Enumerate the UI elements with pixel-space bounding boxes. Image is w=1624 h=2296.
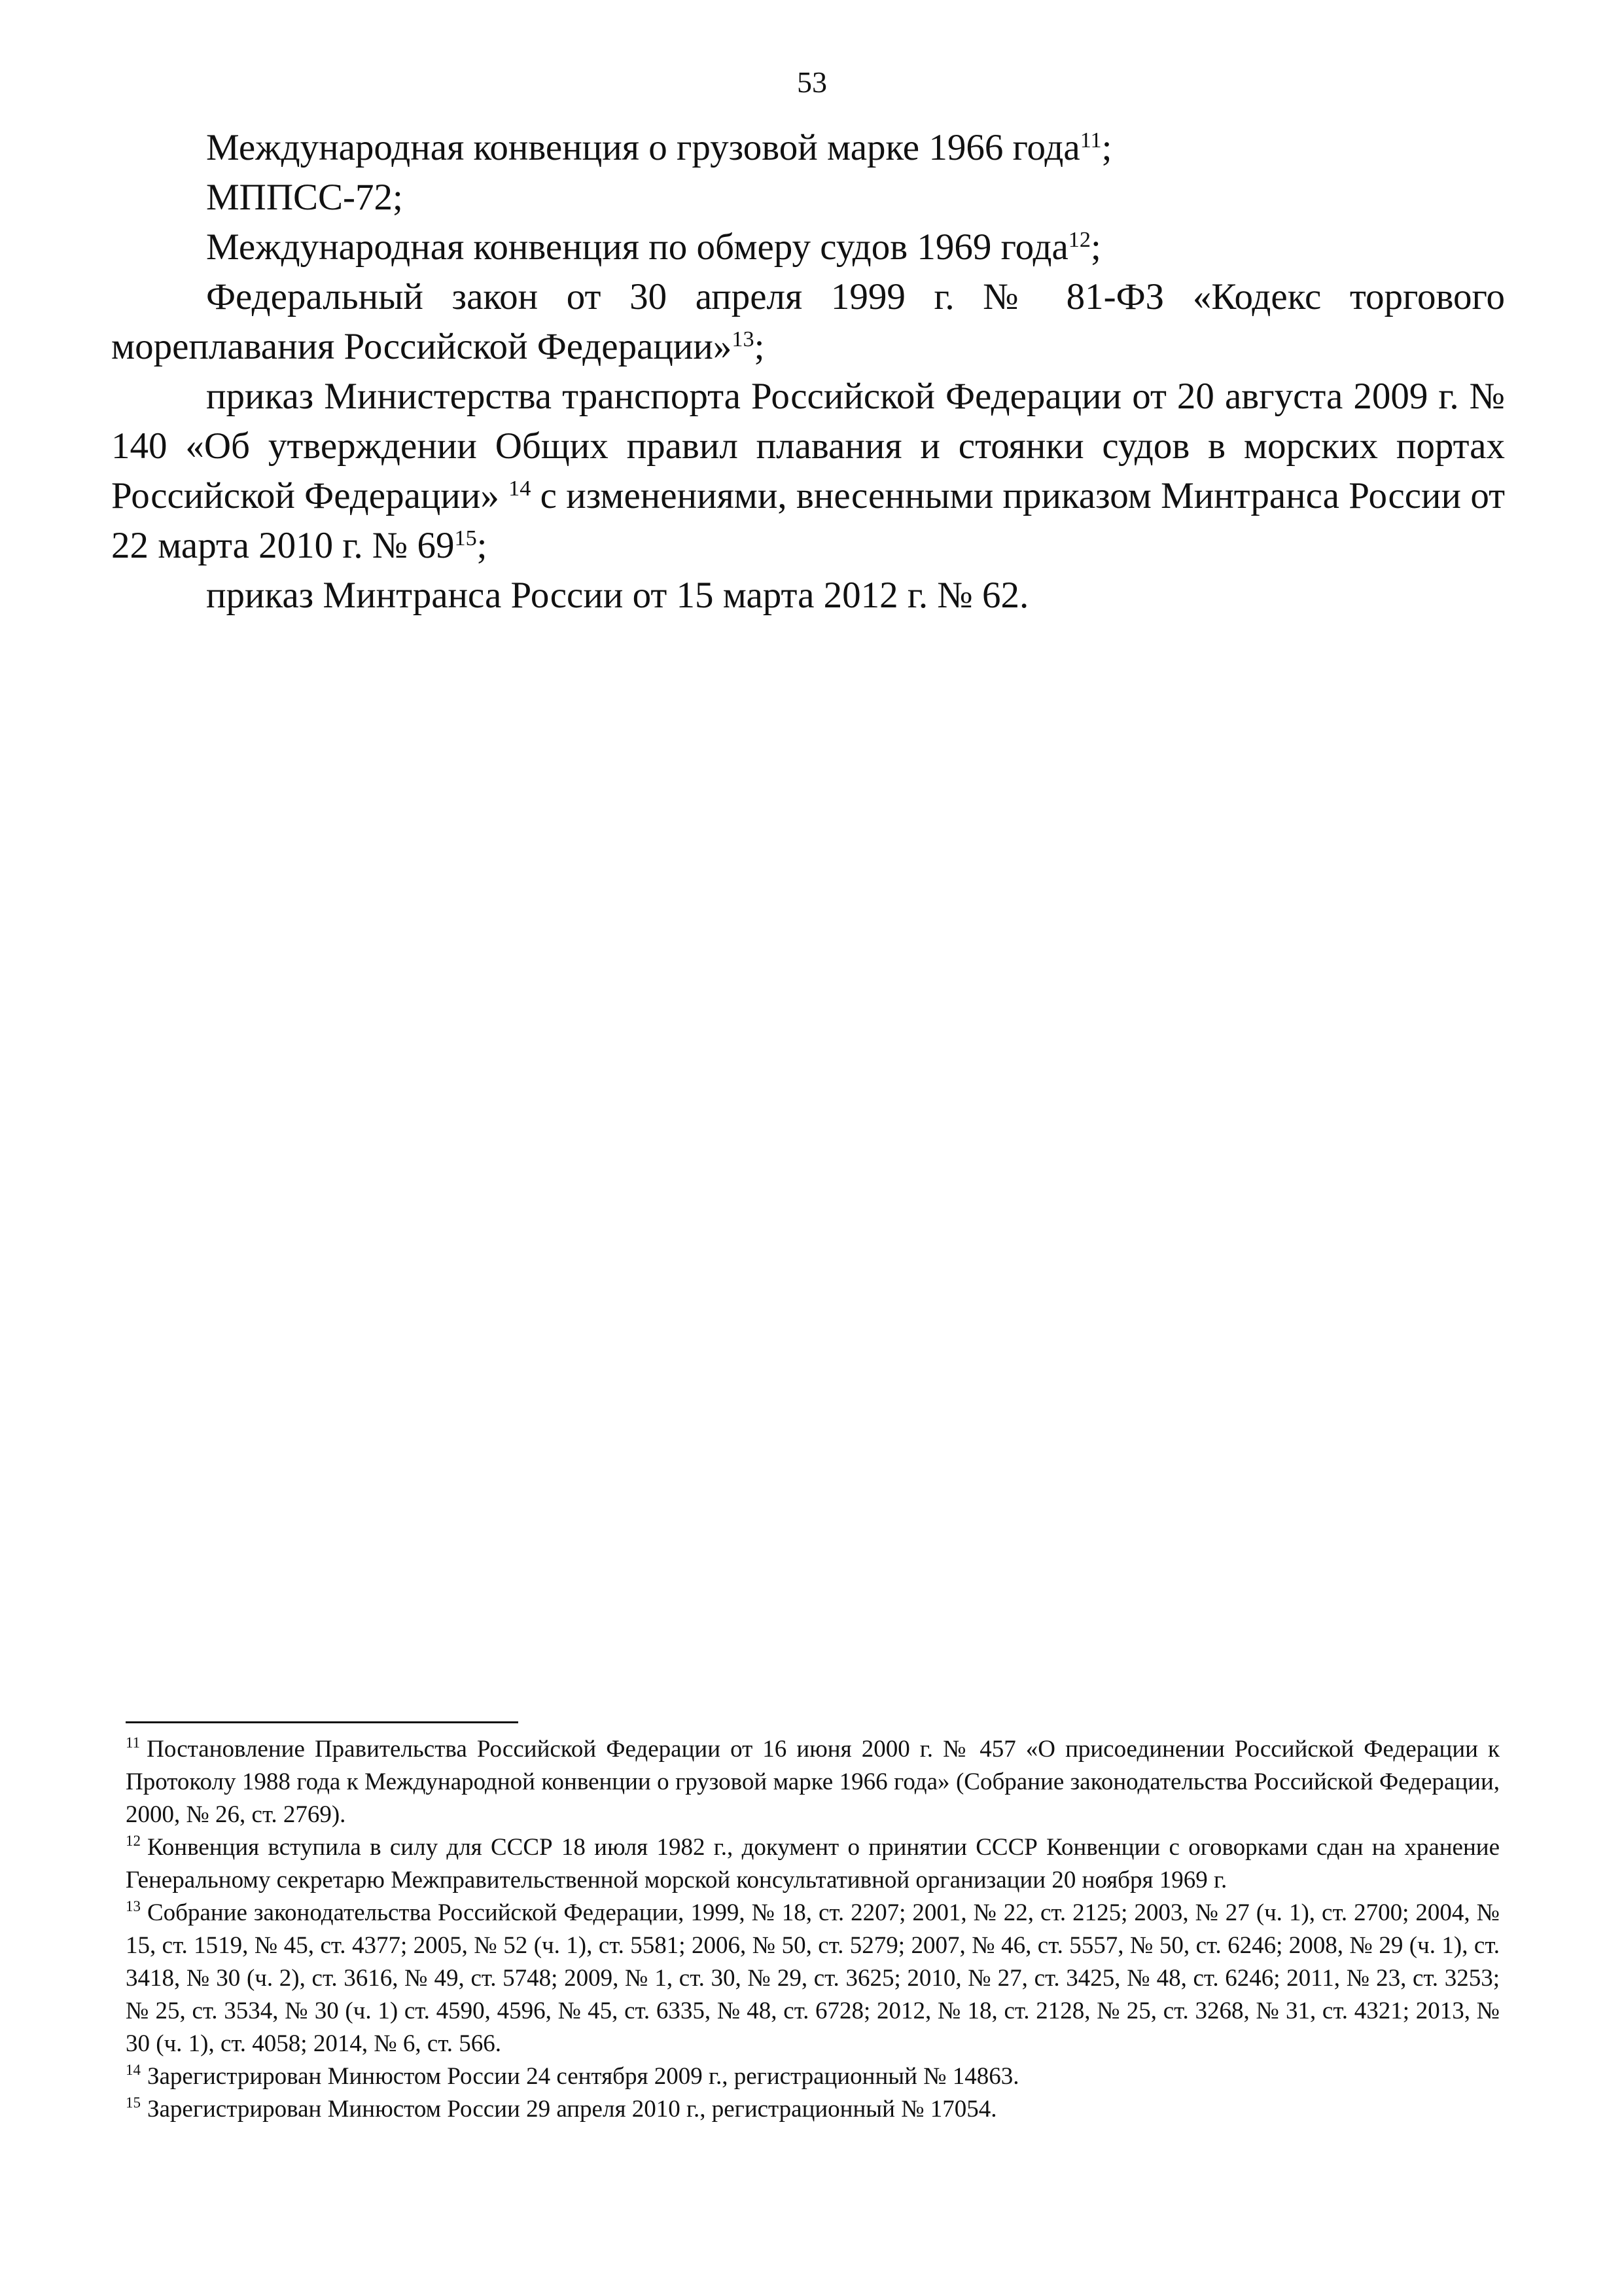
footnote-number: 13 xyxy=(126,1898,141,1915)
footnote-text: Постановление Правительства Российской Федерации от 16 июня 2000 г. № 457 «О присоединении Российской Федерации к Протоколу 1988 года к Международной конвенции о грузовой марке 1966 года» (Собрание законодательства Российской Федерации, 2000, № 26, ст. 2769). xyxy=(126,1736,1500,1828)
footnote-separator xyxy=(126,1721,518,1723)
footnote-15 xyxy=(126,2093,1500,2126)
page-number: 53 xyxy=(797,65,827,99)
paragraph-text: Федеральный закон от 30 апреля 1999 г. № 81-ФЗ «Кодекс торгового мореплавания Российской Федерации» xyxy=(111,276,1505,367)
footnote-text: Зарегистрирован Минюстом России 29 апреля 2010 г., регистрационный № 17054. xyxy=(147,2096,997,2123)
paragraph-text: МППСС-72; xyxy=(206,177,403,218)
paragraph-text: Международная конвенция о грузовой марке 1966 года xyxy=(206,127,1080,168)
footnote-text: Конвенция вступила в силу для СССР 18 июля 1982 г., документ о принятии СССР Конвенции с оговорками сдан на хранение Генеральному секретарю Межправительственной морской консультативной организации 20 ноября 1969 г. xyxy=(126,1834,1500,1893)
footnote-ref-13: 13 xyxy=(732,327,754,352)
main-text xyxy=(111,123,1505,620)
footnote-14 xyxy=(126,2060,1500,2093)
footnote-12 xyxy=(126,1831,1500,1897)
footnote-text: Зарегистрирован Минюстом России 24 сентября 2009 г., регистрационный № 14863. xyxy=(147,2063,1019,2090)
footnote-ref-15: 15 xyxy=(454,526,477,551)
footnote-11 xyxy=(126,1733,1500,1831)
footnote-number: 14 xyxy=(126,2062,141,2079)
footnote-ref-12: 12 xyxy=(1068,228,1091,253)
paragraph-merchant-shipping-code: Федеральный закон от 30 апреля 1999 г. № 81-ФЗ «Кодекс торгового мореплавания Российской Федерации»$^{13}$; xyxy=(111,276,1505,367)
footnotes xyxy=(126,1733,1500,2126)
footnote-13 xyxy=(126,1897,1500,2060)
paragraph-text: приказ Минтранса России от 15 марта 2012 г. № 62. xyxy=(206,575,1029,616)
paragraph-text: Международная конвенция по обмеру судов 1969 года xyxy=(206,226,1068,268)
footnote-ref-11: 11 xyxy=(1080,128,1102,153)
paragraph-order-62 xyxy=(111,571,1505,620)
footnote-ref-14: 14 xyxy=(508,476,531,501)
footnote-number: 15 xyxy=(126,2094,141,2111)
footnote-number: 11 xyxy=(126,1734,141,1751)
paragraph-transport-ministry-order: приказ Министерства транспорта Российской Федерации от 20 августа 2009 г. № 140 «Об утверждении Общих правил плавания и стоянки судов в морских портах Российской Федерации» $^{14}$ с изменениями, внесенными приказом Минтранса России от 22 марта 2010 г. № $69^{15}$; xyxy=(111,376,1505,566)
footnote-text: Собрание законодательства Российской Федерации, 1999, № 18, ст. 2207; 2001, № 22, ст. 2125; 2003, № 27 (ч. 1), ст. 2700; 2004, № 15, ст. 1519, № 45, ст. 4377; 2005, № 52 (ч. 1), ст. 5581; 2006, № 50, ст. 5279; 2007, № 46, ст. 5557, № 50, ст. 6246; 2008, № 29 (ч. 1), ст. 3418, № 30 (ч. 2), ст. 3616, № 49, ст. 5748; 2009, № 1, ст. 30, № 29, ст. 3625; 2010, № 27, ст. 3425, № 48, ст. 6246; 2011, № 23, ст. 3253; № 25, ст. 3534, № 30 (ч. 1) ст. 4590, 4596, № 45, ст. 6335, № 48, ст. 6728; 2012, № 18, ст. 2128, № 25, ст. 3268, № 31, ст. 4321; 2013, № 30 (ч. 1), ст. 4058; 2014, № 6, ст. 566. xyxy=(126,1899,1500,2057)
paragraph-colregs xyxy=(111,173,1505,223)
paragraph-load-line-convention: Международная конвенция о грузовой марке 1966 года$^{11}$; xyxy=(206,127,1112,168)
paragraph-text: приказ Министерства транспорта Российской Федерации от 20 августа 2009 г. № 140 «Об утверждении Общих правил плавания и стоянки судов в морских портах Российской Федерации» xyxy=(111,376,1505,516)
paragraph-tonnage-convention: Международная конвенция по обмеру судов 1969 года$^{12}$; xyxy=(206,226,1101,268)
footnote-number: 12 xyxy=(126,1833,141,1850)
